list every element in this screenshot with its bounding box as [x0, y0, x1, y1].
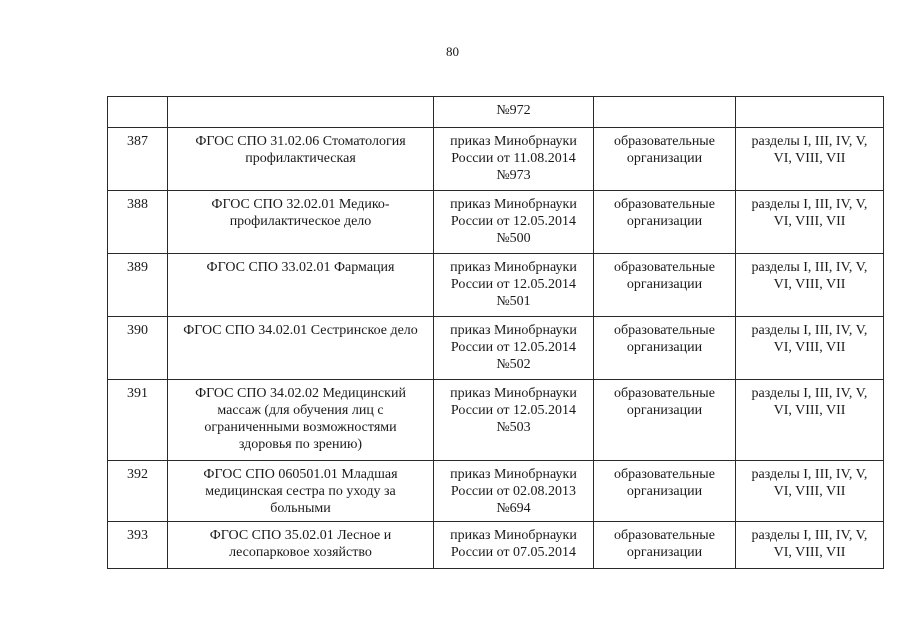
standard-name: ФГОС СПО 31.02.06 Стоматология профилактическая — [168, 128, 434, 191]
sections: разделы I, III, IV, V, VI, VIII, VII — [736, 461, 884, 522]
row-number: 388 — [108, 191, 168, 254]
row-number: 392 — [108, 461, 168, 522]
table-row — [108, 191, 884, 254]
sections: разделы I, III, IV, V, VI, VIII, VII — [736, 380, 884, 461]
recipients: образовательные организации — [594, 522, 736, 569]
standards-table — [107, 96, 884, 569]
standard-name: ФГОС СПО 35.02.01 Лесное и лесопарковое хозяйство — [168, 522, 434, 569]
row-number: 389 — [108, 254, 168, 317]
page-number: 80 — [446, 44, 459, 59]
standard-name: ФГОС СПО 32.02.01 Медико- профилактическое дело — [168, 191, 434, 254]
order-reference: приказ Минобрнауки России от 02.08.2013 №694 — [434, 461, 594, 522]
standard-name: ФГОС СПО 34.02.01 Сестринское дело — [168, 317, 434, 380]
order-reference: приказ Минобрнауки России от 12.05.2014 №502 — [434, 317, 594, 380]
recipients: образовательные организации — [594, 128, 736, 191]
recipients: образовательные организации — [594, 461, 736, 522]
standard-name: ФГОС СПО 060501.01 Младшая медицинская сестра по уходу за больными — [168, 461, 434, 522]
standard-name — [168, 97, 434, 128]
table-row — [108, 461, 884, 522]
standard-name: ФГОС СПО 34.02.02 Медицинский массаж (для обучения лиц с ограниченными возможностями здоровья по зрению) — [168, 380, 434, 461]
standard-name: ФГОС СПО 33.02.01 Фармация — [168, 254, 434, 317]
sections: разделы I, III, IV, V, VI, VIII, VII — [736, 317, 884, 380]
order-reference: приказ Минобрнауки России от 07.05.2014 — [434, 522, 594, 569]
order-reference: приказ Минобрнауки России от 11.08.2014 №973 — [434, 128, 594, 191]
row-number: 387 — [108, 128, 168, 191]
row-number — [108, 97, 168, 128]
row-number: 391 — [108, 380, 168, 461]
recipients — [594, 97, 736, 128]
sections: разделы I, III, IV, V, VI, VIII, VII — [736, 522, 884, 569]
row-number: 390 — [108, 317, 168, 380]
sections: разделы I, III, IV, V, VI, VIII, VII — [736, 128, 884, 191]
recipients: образовательные организации — [594, 317, 736, 380]
table-row — [108, 522, 884, 569]
sections: разделы I, III, IV, V, VI, VIII, VII — [736, 254, 884, 317]
table-row — [108, 128, 884, 191]
recipients: образовательные организации — [594, 380, 736, 461]
order-reference: приказ Минобрнауки России от 12.05.2014 №500 — [434, 191, 594, 254]
table-row — [108, 380, 884, 461]
order-reference: приказ Минобрнауки России от 12.05.2014 №501 — [434, 254, 594, 317]
table-row — [108, 317, 884, 380]
order-reference: №972 — [434, 97, 594, 128]
sections: разделы I, III, IV, V, VI, VIII, VII — [736, 191, 884, 254]
table-row — [108, 97, 884, 128]
recipients: образовательные организации — [594, 191, 736, 254]
order-reference: приказ Минобрнауки России от 12.05.2014 №503 — [434, 380, 594, 461]
row-number: 393 — [108, 522, 168, 569]
recipients: образовательные организации — [594, 254, 736, 317]
sections — [736, 97, 884, 128]
table-row — [108, 254, 884, 317]
